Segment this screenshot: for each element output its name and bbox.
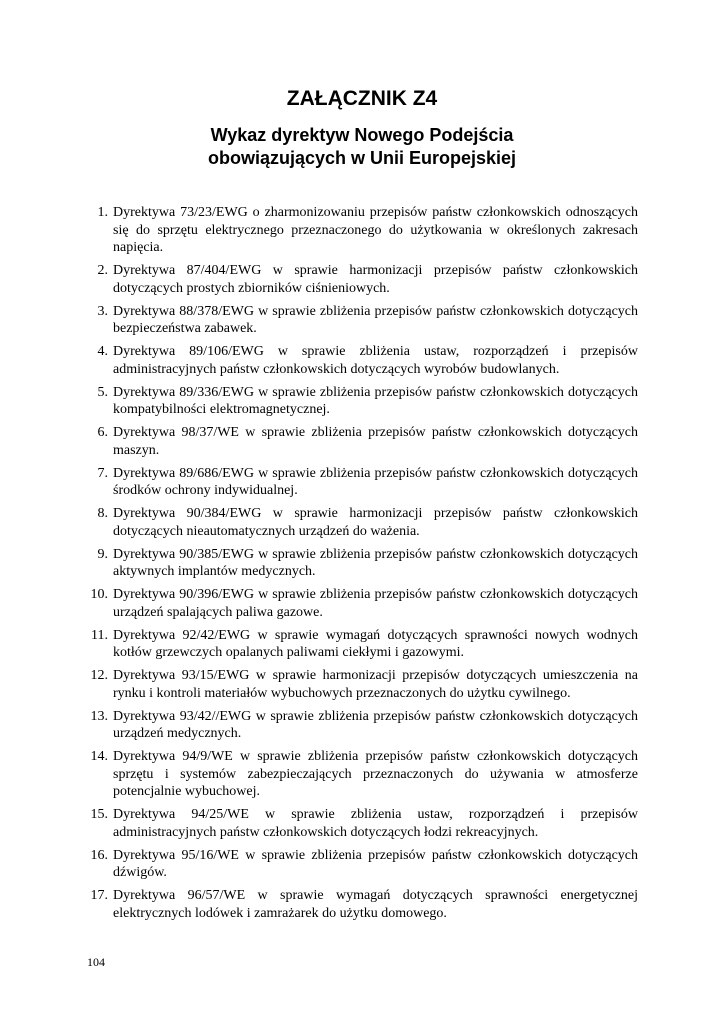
list-item (76, 806, 638, 841)
list-item (76, 505, 638, 540)
item-number: 9. (97, 546, 108, 562)
list-item (76, 465, 638, 500)
item-text: Dyrektywa 94/9/WE w sprawie zbliżenia przepisów państw członkowskich dotyczących sprzętu i systemów zabezpieczających przeznaczonych do używania w atmosferze potencjalnie wybuchowej. (113, 749, 638, 799)
list-item (76, 546, 638, 581)
item-number: 13. (90, 708, 108, 724)
list-item (76, 303, 638, 338)
item-text: Dyrektywa 93/15/EWG w sprawie harmonizacji przepisów dotyczących umieszczenia na rynku i kontroli materiałów wybuchowych przeznaczonych do użytku cywilnego. (113, 668, 638, 701)
item-text: Dyrektywa 88/378/EWG w sprawie zbliżenia przepisów państw członkowskich dotyczących bezpieczeństwa zabawek. (113, 303, 638, 336)
item-text: Dyrektywa 90/385/EWG w sprawie zbliżenia przepisów państw członkowskich dotyczących aktywnych implantów medycznych. (113, 546, 638, 579)
item-number: 17. (90, 888, 108, 903)
item-number: 1. (97, 205, 108, 220)
item-text: Dyrektywa 96/57/WE w sprawie wymagań dotyczących sprawności energetycznej elektrycznych lodówek i zamrażarek do użytku domowego. (113, 888, 638, 921)
item-number: 3. (97, 303, 108, 319)
list-item (76, 887, 638, 922)
list-item (76, 343, 638, 378)
subtitle-line-2: obowiązujących w Unii Europejskiej (207, 148, 517, 168)
item-text: Dyrektywa 87/404/EWG w sprawie harmonizacji przepisów państw członkowskich dotyczących prostych zbiorników ciśnieniowych. (113, 263, 638, 296)
item-number: 8. (97, 506, 108, 521)
item-text: Dyrektywa 89/686/EWG w sprawie zbliżenia przepisów państw członkowskich dotyczących środków ochrony indywidualnej. (113, 465, 638, 498)
page-title: ZAŁĄCZNIK Z4 (286, 87, 438, 110)
page-subtitle (0, 124, 724, 170)
list-item (76, 586, 638, 621)
item-number: 2. (97, 263, 108, 278)
item-number: 7. (97, 465, 108, 481)
list-item (76, 847, 638, 882)
item-number: 15. (90, 807, 108, 822)
directive-list (76, 204, 638, 928)
item-text: Dyrektywa 95/16/WE w sprawie zbliżenia przepisów państw członkowskich dotyczących dźwigów. (113, 847, 638, 880)
item-number: 14. (90, 749, 108, 764)
item-text: Dyrektywa 90/384/EWG w sprawie harmonizacji przepisów państw członkowskich dotyczących nieautomatycznych urządzeń do ważenia. (113, 506, 638, 539)
list-item (76, 384, 638, 419)
item-number: 5. (97, 384, 108, 400)
subtitle-line-1: Wykaz dyrektyw Nowego Podejścia (210, 125, 514, 145)
item-text: Dyrektywa 89/336/EWG w sprawie zbliżenia przepisów państw członkowskich dotyczących kompatybilności elektromagnetycznej. (113, 384, 638, 417)
list-item (76, 424, 638, 459)
item-number: 11. (91, 627, 108, 643)
item-text: Dyrektywa 89/106/EWG w sprawie zbliżenia ustaw, rozporządzeń i przepisów administracyjnych państw członkowskich dotyczących wyrobów budowlanych. (113, 344, 638, 377)
item-number: 6. (97, 425, 108, 440)
item-number: 12. (90, 668, 108, 683)
item-number: 16. (90, 847, 108, 863)
item-text: Dyrektywa 92/42/EWG w sprawie wymagań dotyczących sprawności nowych wodnych kotłów grzewczych opalanych paliwami ciekłymi i gazowymi. (113, 627, 638, 660)
list-item (76, 708, 638, 743)
item-text: Dyrektywa 93/42//EWG w sprawie zbliżenia przepisów państw członkowskich dotyczących urządzeń medycznych. (113, 708, 638, 741)
list-item (76, 748, 638, 801)
list-item (76, 204, 638, 257)
item-text: Dyrektywa 90/396/EWG w sprawie zbliżenia przepisów państw członkowskich dotyczących urządzeń spalających paliwa gazowe. (113, 587, 638, 620)
item-text: Dyrektywa 94/25/WE w sprawie zbliżenia ustaw, rozporządzeń i przepisów administracyjnych państw członkowskich dotyczących łodzi rekreacyjnych. (113, 807, 638, 840)
item-number: 10. (90, 587, 108, 602)
item-text: Dyrektywa 73/23/EWG o zharmonizowaniu przepisów państw członkowskich odnoszących się do sprzętu elektrycznego przeznaczonego do użytkowania w określonych zakresach napięcia. (113, 205, 638, 255)
page-number: 104 (87, 955, 105, 969)
item-text: Dyrektywa 98/37/WE w sprawie zbliżenia przepisów państw członkowskich dotyczących maszyn. (113, 425, 638, 458)
list-item (76, 667, 638, 702)
list-item (76, 627, 638, 662)
list-item (76, 262, 638, 297)
item-number: 4. (97, 344, 108, 359)
